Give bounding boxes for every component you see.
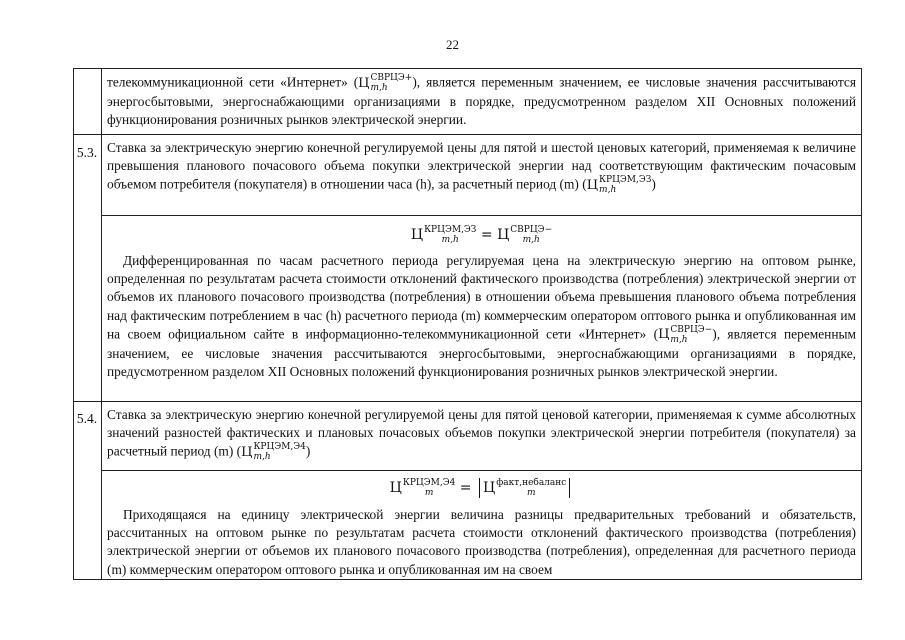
symbol-indices xyxy=(424,225,476,245)
row-number: 5.3. xyxy=(76,145,98,160)
abs-bar-left xyxy=(479,478,480,498)
formula xyxy=(107,478,856,498)
table-border-top xyxy=(73,68,862,69)
symbol-superscript: факт,небаланс xyxy=(496,478,567,488)
symbol-subscript: m xyxy=(424,488,434,498)
row-description xyxy=(107,252,856,381)
row-number: 5.4. xyxy=(76,411,98,426)
text-fragment: ), является переменным значением, ее числовые значения рассчитываются энергосбытовыми, энергоснабжающими организациями в порядке, предусмотренном разделом XII Основных положений функционирования розничных рынков электрической энергии. xyxy=(107,326,856,380)
symbol-indices xyxy=(403,478,455,498)
equals-sign: = xyxy=(480,227,493,243)
symbol-base: Ц xyxy=(410,227,424,243)
price-symbol xyxy=(658,324,713,345)
subrow-divider xyxy=(101,215,862,216)
symbol-superscript: КРЦЭМ,Э4 xyxy=(402,478,456,488)
symbol-indices xyxy=(510,225,552,245)
symbol-superscript: СВРЦЭ− xyxy=(670,324,713,335)
text-fragment: Ставка за электрическую энергию конечной регулируемой цены для пятой и шестой ценовых категорий, применяемая к величине превышения планового почасового объема покупки электрической энергии над соответствующим фактическим почасовым объемом потребителя (покупателя) в отношении часа (h), за расчетный период (m) ( xyxy=(107,140,856,192)
table-row-continuation xyxy=(107,73,856,129)
table-border-bottom xyxy=(73,579,862,580)
subrow-divider xyxy=(101,470,862,471)
symbol-superscript: СВРЦЭ+ xyxy=(370,73,413,83)
symbol-subscript: m,h xyxy=(441,235,459,245)
formula xyxy=(107,225,856,245)
page-number: 22 xyxy=(446,37,459,52)
abs-bar-right xyxy=(569,478,570,498)
row-title xyxy=(107,406,856,462)
symbol-base: Ц xyxy=(586,177,599,193)
symbol-indices xyxy=(670,325,712,345)
symbol-indices xyxy=(371,73,413,93)
row-title xyxy=(107,139,856,195)
symbol-subscript: m,h xyxy=(370,83,388,93)
symbol-base: Ц xyxy=(497,227,510,243)
price-symbol xyxy=(241,442,306,463)
symbol-base: Ц xyxy=(241,444,253,460)
symbol-base: Ц xyxy=(658,327,670,343)
text-fragment: ), является переменным значением, ее числовые значения рассчитываются энергосбытовыми, энергоснабжающими организациями в порядке, предусмотренном разделом XII Основных положений функционирования розничных рынков электрической энергии. xyxy=(107,74,856,128)
text-fragment: ) xyxy=(651,176,656,192)
text-fragment: Дифференцированная по часам расчетного периода регулируемая цена на электрическую энергию на оптовом рынке, определенная по результатам расчета стоимости отклонений фактического производства (потребления) электрической энергии от объемов их планового почасового производства (потребления) в отношении объема превышения планового объема потребления над фактическим потреблением в час (h) расчетного периода (m) коммерческим оператором оптового рынка и опубликованная им на своем официальном сайте в информационно-телекоммуникационной сети «Интернет» ( xyxy=(107,253,856,342)
row-divider xyxy=(73,134,862,135)
text-fragment: ) xyxy=(305,443,311,459)
symbol-indices xyxy=(496,478,566,498)
table-border-right xyxy=(861,68,862,580)
symbol-subscript: m xyxy=(526,488,536,498)
symbol-subscript: m,h xyxy=(670,334,688,345)
price-symbol xyxy=(586,175,652,196)
symbol-superscript: СВРЦЭ− xyxy=(510,225,553,235)
equals-sign: = xyxy=(459,480,472,496)
symbol-subscript: m,h xyxy=(599,185,617,196)
text-fragment: телекоммуникационной сети «Интернет» ( xyxy=(107,74,359,90)
symbol-base: Ц xyxy=(482,480,496,496)
symbol-superscript: КРЦЭМ,Э4 xyxy=(253,442,306,453)
row-description xyxy=(107,506,856,579)
symbol-indices xyxy=(253,442,305,462)
symbol-superscript: КРЦЭМ,ЭЗ xyxy=(424,225,477,235)
table-column-divider xyxy=(101,68,102,580)
regulation-table xyxy=(73,68,862,580)
row-divider xyxy=(73,401,862,402)
text-fragment: Ставка за электрическую энергию конечной регулируемой цены для пятой ценовой категории, применяемая к сумме абсолютных значений разностей фактических и плановых почасовых объемов покупки электрической энергии потребителя (покупателя) за расчетный период (m) ( xyxy=(107,407,856,459)
symbol-base: Ц xyxy=(358,75,370,91)
symbol-indices xyxy=(599,175,651,195)
price-symbol xyxy=(358,73,413,93)
symbol-subscript: m,h xyxy=(522,235,540,245)
text-fragment: Приходящаяся на единицу электрической энергии величина разницы предварительных требований и обязательств, рассчитанных на оптовом рынке по результатам расчета стоимости отклонений фактического производства (потребления) электрической энергии от объемов их планового почасового производства (потребления), определенная для расчетного периода (m) коммерческим оператором оптового рынка и опубликованная им на своем xyxy=(107,507,856,577)
symbol-subscript: m,h xyxy=(253,452,271,463)
symbol-base: Ц xyxy=(389,480,402,496)
symbol-superscript: КРЦЭМ,ЭЗ xyxy=(599,175,652,186)
